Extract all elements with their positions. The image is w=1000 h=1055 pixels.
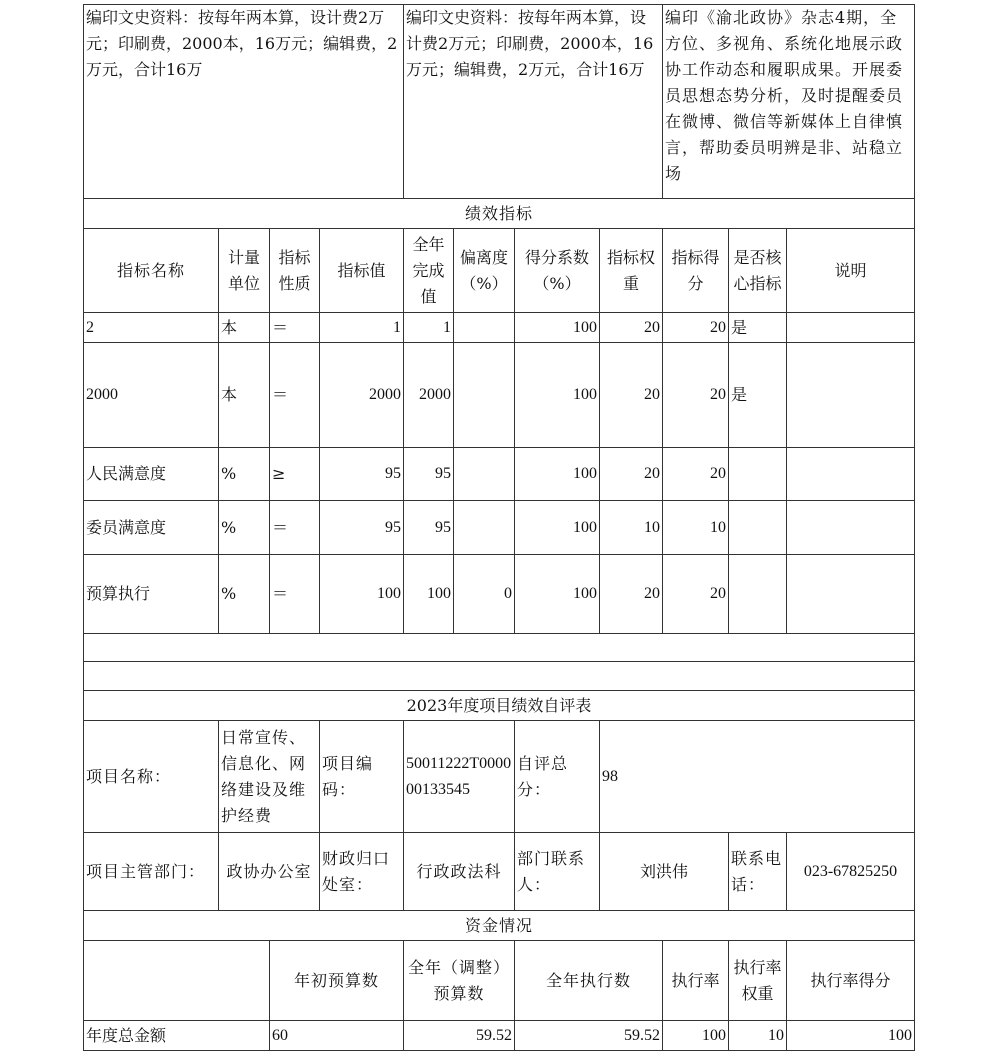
table-row <box>84 343 915 448</box>
funds-adjusted: 59.52 <box>404 1021 515 1051</box>
indicator-target: 100 <box>320 555 404 634</box>
indicator-core <box>729 448 787 501</box>
performance-sheet <box>83 4 915 1051</box>
contact-value: 刘洪伟 <box>600 833 729 911</box>
table-row <box>84 1021 915 1051</box>
self-score-label: 自评总分： <box>515 721 600 833</box>
header-actual: 全年完成值 <box>404 229 454 313</box>
indicator-note <box>787 501 915 555</box>
indicator-score: 20 <box>663 448 729 501</box>
indicator-score: 20 <box>663 555 729 634</box>
project-code-label: 项目编码： <box>320 721 404 833</box>
indicator-deviation <box>454 448 515 501</box>
funds-rate-score: 100 <box>787 1021 915 1051</box>
funds-header-row <box>84 941 915 1021</box>
indicator-coefficient: 100 <box>515 555 600 634</box>
table-row <box>84 448 915 501</box>
description-cell-1: 编印文史资料：按每年两本算，设计费2万元；印刷费，2000本，16万元；编辑费，2万元，合计16万 <box>84 5 404 199</box>
report-title: 2023年度项目绩效自评表 <box>84 691 915 721</box>
indicator-note <box>787 555 915 634</box>
blank-cell <box>84 634 915 662</box>
indicator-deviation: 0 <box>454 555 515 634</box>
indicator-deviation <box>454 313 515 343</box>
header-indicator-name: 指标名称 <box>84 229 219 313</box>
indicator-nature: ≥ <box>270 448 320 501</box>
header-deviation: 偏离度（%） <box>454 229 515 313</box>
indicator-name: 2 <box>84 313 219 343</box>
indicator-target: 95 <box>320 501 404 555</box>
self-score-value: 98 <box>600 721 915 833</box>
indicator-score: 20 <box>663 313 729 343</box>
indicator-core <box>729 501 787 555</box>
project-info-row <box>84 721 915 833</box>
indicator-unit: 本 <box>219 343 270 448</box>
indicator-target: 2000 <box>320 343 404 448</box>
funds-rate-weight: 10 <box>729 1021 787 1051</box>
funds-header-rate-score: 执行率得分 <box>787 941 915 1021</box>
indicator-nature: ＝ <box>270 501 320 555</box>
contact-label: 部门联系人： <box>515 833 600 911</box>
indicator-unit: 本 <box>219 313 270 343</box>
table-row <box>84 555 915 634</box>
table-row <box>84 501 915 555</box>
funds-header-rate-weight: 执行率权重 <box>729 941 787 1021</box>
indicator-actual: 1 <box>404 313 454 343</box>
finance-office-value: 行政政法科 <box>404 833 515 911</box>
indicator-nature: ＝ <box>270 313 320 343</box>
project-name-value: 日常宣传、信息化、网络建设及维护经费 <box>219 721 320 833</box>
header-unit: 计量单位 <box>219 229 270 313</box>
phone-value: 023-67825250 <box>787 833 915 911</box>
indicator-unit: % <box>219 501 270 555</box>
indicator-coefficient: 100 <box>515 313 600 343</box>
indicator-actual: 2000 <box>404 343 454 448</box>
header-weight: 指标权重 <box>600 229 663 313</box>
indicator-unit: % <box>219 555 270 634</box>
evaluation-table <box>83 4 915 1051</box>
indicator-target: 95 <box>320 448 404 501</box>
funds-header-initial: 年初预算数 <box>270 941 404 1021</box>
project-name-label: 项目名称： <box>84 721 219 833</box>
perf-title: 绩效指标 <box>84 199 915 229</box>
header-core: 是否核心指标 <box>729 229 787 313</box>
description-cell-3: 编印《渝北政协》杂志4期，全方位、多视角、系统化地展示政协工作动态和履职成果。开展委员思想态势分析，及时提醒委员在微博、微信等新媒体上自律慎言，帮助委员明辨是非、站稳立场 <box>663 5 915 199</box>
funds-header-executed: 全年执行数 <box>515 941 663 1021</box>
indicator-name: 人民满意度 <box>84 448 219 501</box>
indicator-weight: 20 <box>600 313 663 343</box>
funds-executed: 59.52 <box>515 1021 663 1051</box>
indicator-weight: 20 <box>600 555 663 634</box>
indicator-actual: 100 <box>404 555 454 634</box>
indicator-nature: ＝ <box>270 555 320 634</box>
project-code-value: 50011222T000000133545 <box>404 721 515 833</box>
indicator-weight: 20 <box>600 343 663 448</box>
indicator-weight: 10 <box>600 501 663 555</box>
indicator-coefficient: 100 <box>515 501 600 555</box>
blank-row <box>84 662 915 691</box>
funds-row-label: 年度总金额 <box>84 1021 270 1051</box>
funds-rate: 100 <box>663 1021 729 1051</box>
header-score: 指标得分 <box>663 229 729 313</box>
table-row <box>84 313 915 343</box>
perf-header-row <box>84 229 915 313</box>
indicator-nature: ＝ <box>270 343 320 448</box>
funds-header-blank <box>84 941 270 1021</box>
finance-office-label: 财政归口处室： <box>320 833 404 911</box>
indicator-unit: % <box>219 448 270 501</box>
dept-label: 项目主管部门： <box>84 833 219 911</box>
indicator-deviation <box>454 501 515 555</box>
header-note: 说明 <box>787 229 915 313</box>
indicator-name: 委员满意度 <box>84 501 219 555</box>
indicator-core <box>729 555 787 634</box>
indicator-coefficient: 100 <box>515 343 600 448</box>
report-title-row <box>84 691 915 721</box>
indicator-name: 预算执行 <box>84 555 219 634</box>
blank-cell <box>84 662 915 691</box>
header-coefficient: 得分系数（%） <box>515 229 600 313</box>
department-row <box>84 833 915 911</box>
indicator-note <box>787 343 915 448</box>
indicator-core: 是 <box>729 343 787 448</box>
indicator-target: 1 <box>320 313 404 343</box>
description-cell-2: 编印文史资料：按每年两本算，设计费2万元；印刷费，2000本，16万元；编辑费，2万元，合计16万 <box>404 5 663 199</box>
indicator-actual: 95 <box>404 501 454 555</box>
indicator-name: 2000 <box>84 343 219 448</box>
indicator-note <box>787 448 915 501</box>
indicator-note <box>787 313 915 343</box>
funds-initial: 60 <box>270 1021 404 1051</box>
header-target: 指标值 <box>320 229 404 313</box>
funds-title: 资金情况 <box>84 911 915 941</box>
funds-title-row <box>84 911 915 941</box>
indicator-actual: 95 <box>404 448 454 501</box>
indicator-weight: 20 <box>600 448 663 501</box>
header-nature: 指标性质 <box>270 229 320 313</box>
indicator-score: 10 <box>663 501 729 555</box>
perf-title-row <box>84 199 915 229</box>
description-row <box>84 5 915 199</box>
blank-row <box>84 634 915 662</box>
indicator-core: 是 <box>729 313 787 343</box>
dept-value: 政协办公室 <box>219 833 320 911</box>
funds-header-adjusted: 全年（调整）预算数 <box>404 941 515 1021</box>
funds-header-rate: 执行率 <box>663 941 729 1021</box>
indicator-score: 20 <box>663 343 729 448</box>
phone-label: 联系电话： <box>729 833 787 911</box>
indicator-coefficient: 100 <box>515 448 600 501</box>
indicator-deviation <box>454 343 515 448</box>
